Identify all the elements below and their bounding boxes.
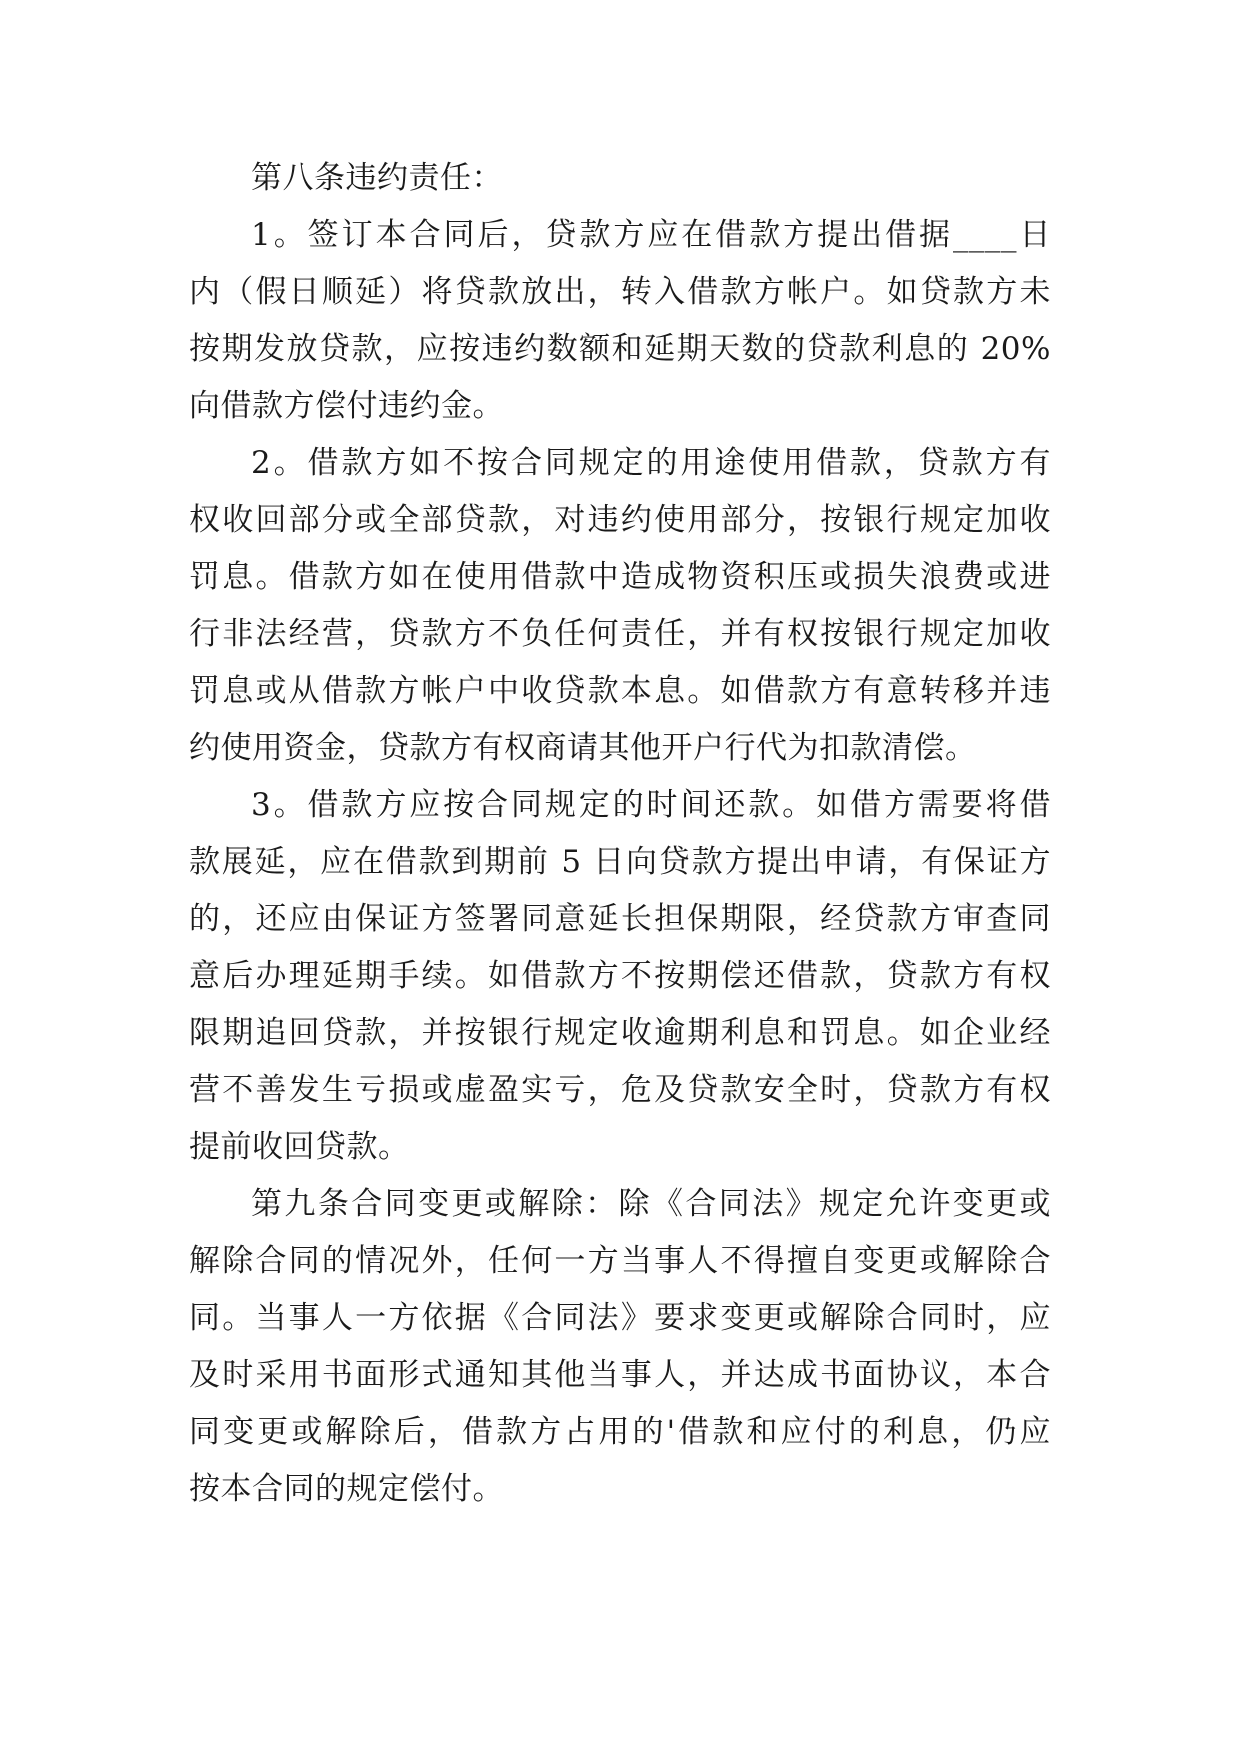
text-line: 营不善发生亏损或虚盈实亏，危及贷款安全时，贷款方有权 — [189, 1072, 1051, 1108]
text-line: 罚息。借款方如在使用借款中造成物资积压或损失浪费或进 — [189, 559, 1051, 595]
text-line: 按本合同的规定偿付。 — [189, 1471, 504, 1507]
text-line: 解除合同的情况外，任何一方当事人不得擅自变更或解除合 — [189, 1243, 1051, 1279]
text-line: 同。当事人一方依据《合同法》要求变更或解除合同时，应 — [189, 1300, 1051, 1336]
text-line: 内（假日顺延）将贷款放出，转入借款方帐户。如贷款方未 — [189, 274, 1051, 310]
text-line: 3。借款方应按合同规定的时间还款。如借方需要将借 — [251, 787, 1051, 823]
text-line: 向借款方偿付违约金。 — [189, 388, 504, 424]
text-line: 约使用资金，贷款方有权商请其他开户行代为扣款清偿。 — [189, 730, 977, 766]
text-line: 的，还应由保证方签署同意延长担保期限，经贷款方审查同 — [189, 901, 1051, 937]
text-line: 款展延，应在借款到期前 5 日向贷款方提出申请，有保证方 — [189, 844, 1051, 880]
text-line: 行非法经营，贷款方不负任何责任，并有权按银行规定加收 — [189, 616, 1051, 652]
contract-paragraph — [189, 207, 1051, 435]
text-line: 意后办理延期手续。如借款方不按期偿还借款，贷款方有权 — [189, 958, 1051, 994]
text-line: 罚息或从借款方帐户中收贷款本息。如借款方有意转移并违 — [189, 673, 1051, 709]
text-line: 同变更或解除后，借款方占用的'借款和应付的利息，仍应 — [189, 1414, 1051, 1450]
document-body — [189, 150, 1051, 1518]
contract-paragraph — [189, 435, 1051, 777]
text-line: 限期追回贷款，并按银行规定收逾期利息和罚息。如企业经 — [189, 1015, 1051, 1051]
text-line: 按期发放贷款，应按违约数额和延期天数的贷款利息的 20% — [189, 331, 1051, 367]
text-line: 第八条违约责任： — [251, 160, 503, 196]
text-line: 1。签订本合同后，贷款方应在借款方提出借据____日 — [251, 217, 1051, 253]
text-line: 及时采用书面形式通知其他当事人，并达成书面协议，本合 — [189, 1357, 1051, 1393]
text-line: 2。借款方如不按合同规定的用途使用借款，贷款方有 — [251, 445, 1051, 481]
text-line: 提前收回贷款。 — [189, 1129, 410, 1165]
contract-paragraph — [189, 777, 1051, 1176]
text-line: 第九条合同变更或解除：除《合同法》规定允许变更或 — [251, 1186, 1051, 1222]
contract-paragraph — [189, 1176, 1051, 1518]
text-line: 权收回部分或全部贷款，对违约使用部分，按银行规定加收 — [189, 502, 1051, 538]
section-heading-paragraph — [189, 150, 1051, 207]
